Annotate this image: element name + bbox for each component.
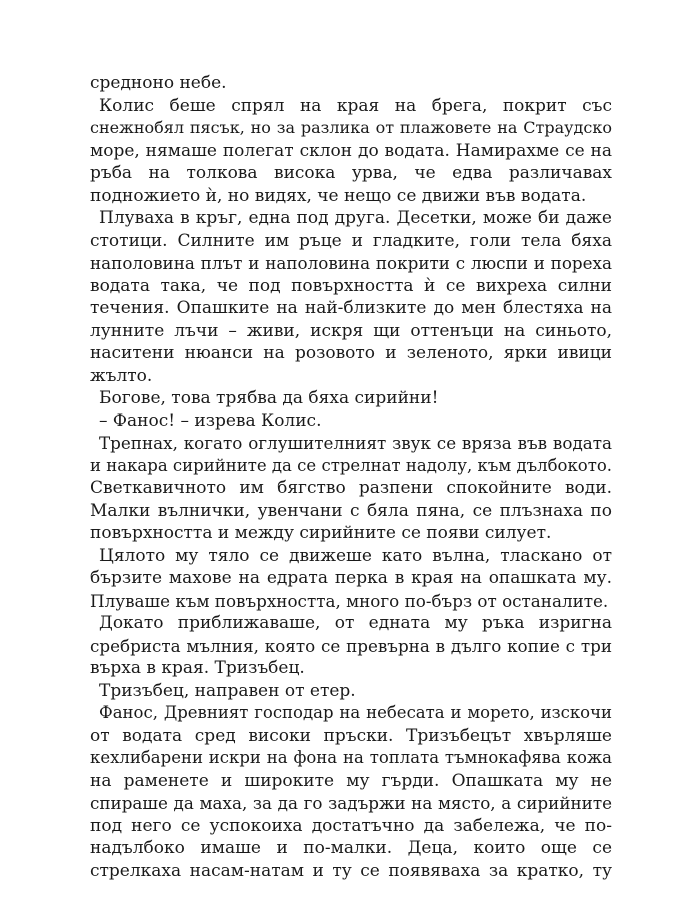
text-line: и накара сирийните да се стрелнат надолу, към дълбокото. bbox=[90, 455, 612, 475]
text-line: спираше да маха, за да го задържи на място, а сирийните bbox=[90, 793, 612, 813]
text-line: Тризъбец, направен от етер. bbox=[99, 680, 356, 701]
text-line: Цялото му тяло се движеше като вълна, тласкано от bbox=[99, 545, 612, 566]
text-line: лунните лъчи – живи, искря щи оттенъци на синьото, bbox=[90, 320, 612, 341]
text-line: стотици. Силните им ръце и гладките, голи тела бяха bbox=[90, 230, 612, 251]
text-line: ръба на толкова висока урва, че едва различавах bbox=[90, 163, 612, 183]
text-line: Малки вълнички, увенчани с бяла пяна, се плъзнаха по bbox=[90, 500, 612, 521]
text-line: море, нямаше полегат склон до водата. Намирахме се на bbox=[90, 140, 612, 161]
text-line: наполовина плът и наполовина покрити с люспи и пореха bbox=[90, 253, 612, 273]
text-line: бързите махове на едрата перка в края на опашката му. bbox=[90, 568, 612, 588]
text-line: Светкавичното им бягство разпени спокойните води. bbox=[90, 478, 612, 498]
text-line: Докато приближаваше, от едната му ръка изригна bbox=[99, 613, 612, 633]
text-line: снежнобял пясък, но за разлика от плажовете на Страудско bbox=[90, 118, 612, 137]
text-line: кехлибарени искри на фона на топлата тъмнокафява кожа bbox=[90, 748, 612, 767]
text-line: – Фанос! – изрева Колис. bbox=[99, 410, 322, 431]
page-text bbox=[90, 72, 612, 882]
text-line: Богове, това трябва да бяха сирийни! bbox=[99, 388, 439, 408]
text-line: под него се успокоиха достатъчно да забележа, че по- bbox=[90, 815, 612, 836]
text-line: Плуваше към повърхността, много по-бърз от останалите. bbox=[90, 590, 609, 611]
text-line: сребриста мълния, която се превърна в дълго копие с три bbox=[90, 635, 612, 656]
text-line: Трепнах, когато оглушителният звук се вряза във водата bbox=[99, 433, 612, 453]
text-line: повърхността и между сирийните се появи силует. bbox=[90, 523, 552, 543]
text-line: жълто. bbox=[90, 365, 153, 386]
text-line: подножието ѝ, но видях, че нещо се движи във водата. bbox=[90, 185, 587, 206]
text-line: наситени нюанси на розовото и зеленото, ярки ивици bbox=[90, 343, 612, 363]
text-line: водата така, че под повърхността ѝ се вихреха силни bbox=[90, 275, 612, 296]
text-line: Плуваха в кръг, една под друга. Десетки, може би даже bbox=[99, 208, 612, 228]
text-line: течения. Опашките на най-близките до мен блестяха на bbox=[90, 298, 612, 318]
text-line: средноно небе. bbox=[90, 73, 227, 93]
text-line: Фанос, Древният господар на небесата и морето, изскочи bbox=[99, 703, 612, 722]
text-line: надълбоко имаше и по-малки. Деца, които още се bbox=[90, 838, 612, 858]
text-line: стрелкаха насам-натам и ту се появяваха за кратко, ту bbox=[90, 860, 612, 881]
text-line: върха в края. Тризъбец. bbox=[90, 658, 305, 678]
text-line: от водата сред високи пръски. Тризъбецът хвърляше bbox=[90, 725, 612, 746]
text-line: Колис беше спрял на края на брега, покрит със bbox=[99, 95, 612, 116]
text-line: на раменете и широките му гърди. Опашката му не bbox=[90, 770, 612, 791]
